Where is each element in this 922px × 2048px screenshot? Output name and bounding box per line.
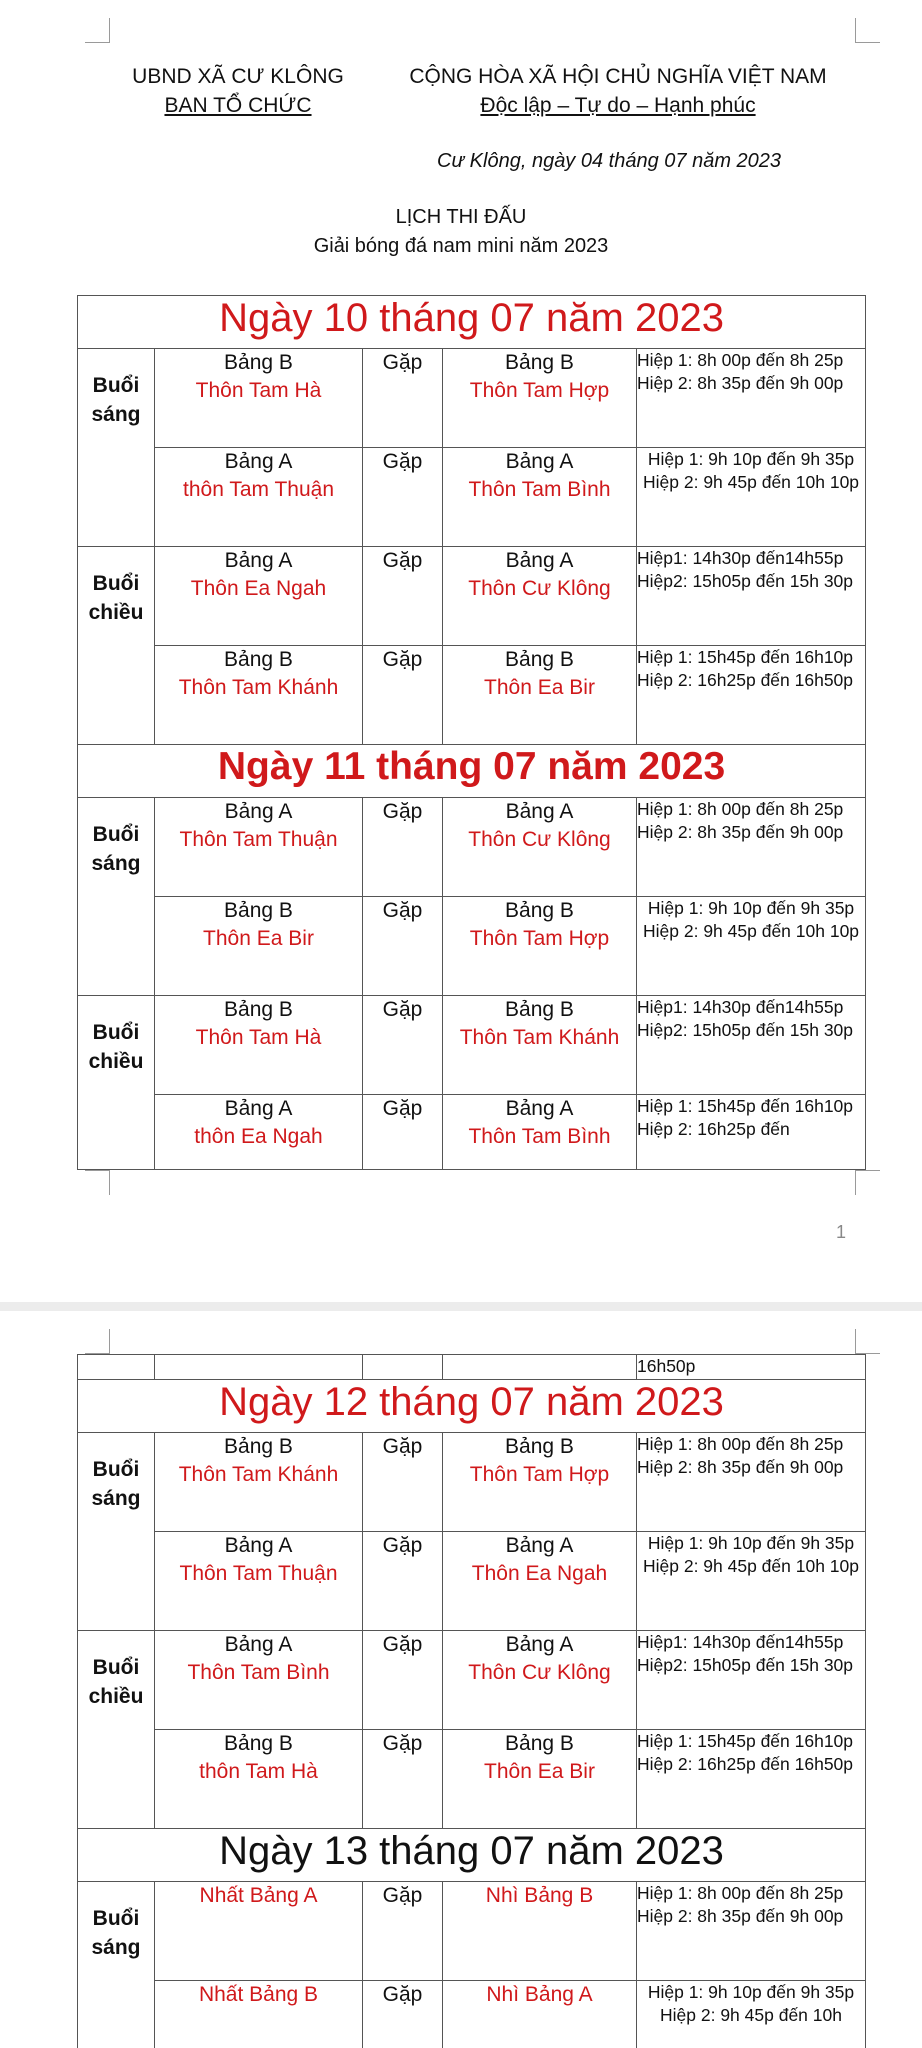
away-team-cell <box>443 1631 637 1730</box>
home-team-name: Thôn Ea Ngah <box>190 577 327 600</box>
match-time-line: Hiệp 1: 9h 10p đến 9h 35p <box>647 898 855 918</box>
crop-mark <box>85 1170 110 1195</box>
away-team-group: Bảng B <box>505 1435 574 1458</box>
match-time-line: Hiệp 2: 16h25p đến <box>637 1119 790 1139</box>
page-number: 1 <box>836 1222 847 1242</box>
away-team-name: Thôn Tam Hợp <box>469 1463 610 1486</box>
away-team-cell <box>443 798 637 897</box>
document-date: Cư Klông, ngày 04 tháng 07 năm 2023 <box>437 150 782 172</box>
match-time-line: Hiệp 2: 8h 35p đến 9h 00p <box>637 373 844 393</box>
match-time-line: Hiệp 1: 9h 10p đến 9h 35p <box>647 1533 855 1553</box>
versus-label: Gặp <box>363 349 443 448</box>
versus-label: Gặp <box>363 1631 443 1730</box>
match-time-line: Hiệp 2: 8h 35p đến 9h 00p <box>637 1457 844 1477</box>
away-team-group: Bảng A <box>505 1633 574 1656</box>
session-label-line: chiều <box>88 1685 144 1708</box>
home-team-name: Thôn Tam Khánh <box>178 1463 339 1486</box>
home-team-name: Thôn Ea Bir <box>203 927 314 950</box>
home-team-cell <box>155 1882 363 1981</box>
away-team-cell <box>443 1433 637 1532</box>
home-team-name: Thôn Tam Khánh <box>178 676 339 699</box>
agency-header <box>120 62 356 120</box>
away-team-cell <box>443 547 637 646</box>
home-team-cell <box>155 1532 363 1631</box>
match-time <box>637 646 866 745</box>
versus-label: Gặp <box>363 996 443 1095</box>
empty-cell <box>363 1355 443 1380</box>
match-time-line: Hiệp 1: 15h45p đến 16h10p <box>637 1096 854 1116</box>
match-row <box>78 1882 866 1981</box>
match-row <box>78 349 866 448</box>
page-separator <box>0 1302 922 1311</box>
away-team-name: Thôn Cư Klông <box>468 1661 611 1684</box>
match-row <box>78 1730 866 1829</box>
home-team-name: Thôn Tam Thuận <box>179 1562 338 1585</box>
home-team-cell <box>155 547 363 646</box>
match-time-line: Hiệp 1: 15h45p đến 16h10p <box>637 1731 854 1751</box>
national-header <box>398 62 838 120</box>
match-time-line: Hiệp 1: 15h45p đến 16h10p <box>637 647 854 667</box>
home-team-name: Thôn Tam Bình <box>187 1661 330 1684</box>
session-label-line: Buổi <box>92 572 140 595</box>
away-team-name: Thôn Cư Klông <box>468 828 611 851</box>
away-team-group: Bảng A <box>505 450 574 473</box>
organizing-committee: BAN TỔ CHỨC <box>164 94 312 117</box>
match-time-line: Hiệp2: 15h05p đến 15h 30p <box>637 1655 854 1675</box>
home-team-name: Nhất Bảng B <box>198 1983 319 2006</box>
match-time-line: Hiệp 2: 9h 45p đến 10h 10p <box>643 921 860 941</box>
home-team-name: thôn Ea Ngah <box>194 1125 323 1148</box>
match-row <box>78 646 866 745</box>
home-team-group: Bảng B <box>224 351 293 374</box>
match-row <box>78 798 866 897</box>
versus-label: Gặp <box>363 646 443 745</box>
away-team-name: Thôn Tam Khánh <box>459 1026 620 1049</box>
home-team-cell <box>155 448 363 547</box>
home-team-group: Bảng A <box>224 450 293 473</box>
match-time-line: Hiệp 1: 9h 10p đến 9h 35p <box>647 449 855 469</box>
versus-label: Gặp <box>363 798 443 897</box>
day-header-row <box>78 1380 866 1433</box>
match-time-line: Hiệp1: 14h30p đến14h55p <box>637 1632 844 1652</box>
home-team-group: Bảng A <box>224 1097 293 1120</box>
crop-mark <box>855 1329 880 1354</box>
home-team-cell <box>155 1730 363 1829</box>
document-title: LỊCH THI ĐẤU <box>395 206 527 228</box>
empty-cell <box>155 1355 363 1380</box>
session-label-line: Buổi <box>92 1458 140 1481</box>
match-time-line: Hiệp 1: 9h 10p đến 9h 35p <box>647 1982 855 2002</box>
home-team-group: Bảng A <box>224 549 293 572</box>
day-title: Ngày 11 tháng 07 năm 2023 <box>78 745 866 798</box>
away-team-name: Thôn Tam Bình <box>468 478 611 501</box>
match-row <box>78 1981 866 2048</box>
empty-cell <box>443 1355 637 1380</box>
versus-label: Gặp <box>363 448 443 547</box>
match-time-line: Hiệp 2: 9h 45p đến 10h 10p <box>643 472 860 492</box>
versus-label: Gặp <box>363 1532 443 1631</box>
versus-label: Gặp <box>363 1730 443 1829</box>
away-team-name: Nhì Bảng B <box>485 1884 594 1907</box>
versus-label: Gặp <box>363 1882 443 1981</box>
away-team-name: Thôn Tam Hợp <box>469 927 610 950</box>
versus-label: Gặp <box>363 547 443 646</box>
match-time <box>637 1532 866 1631</box>
day-title: Ngày 10 tháng 07 năm 2023 <box>78 296 866 349</box>
match-time-line: Hiệp 2: 8h 35p đến 9h 00p <box>637 1906 844 1926</box>
match-time <box>637 1433 866 1532</box>
day-header-row <box>78 296 866 349</box>
match-time <box>637 1095 866 1170</box>
match-time-line: Hiệp 1: 8h 00p đến 8h 25p <box>637 1883 844 1903</box>
match-time <box>637 798 866 897</box>
away-team-name: Thôn Tam Hợp <box>469 379 610 402</box>
home-team-name: thôn Tam Hà <box>199 1760 318 1783</box>
match-time <box>637 897 866 996</box>
document-page-2 <box>0 1311 922 2048</box>
session-label <box>78 996 155 1170</box>
home-team-cell <box>155 1095 363 1170</box>
day-title: Ngày 12 tháng 07 năm 2023 <box>78 1380 866 1433</box>
match-time <box>637 349 866 448</box>
away-team-name: Thôn Cư Klông <box>468 577 611 600</box>
away-team-group: Bảng A <box>505 1097 574 1120</box>
home-team-group: Bảng B <box>224 1435 293 1458</box>
match-row <box>78 897 866 996</box>
home-team-name: Thôn Tam Hà <box>195 379 322 402</box>
match-row <box>78 1095 866 1170</box>
match-row <box>78 996 866 1095</box>
national-motto: Độc lập – Tự do – Hạnh phúc <box>480 94 756 117</box>
session-label-line: Buổi <box>92 1656 140 1679</box>
session-label-line: Buổi <box>92 823 140 846</box>
match-time <box>637 448 866 547</box>
document-subtitle: Giải bóng đá nam mini năm 2023 <box>313 235 609 257</box>
session-label-line: sáng <box>91 1936 141 1959</box>
away-team-name: Thôn Ea Bir <box>484 676 595 699</box>
crop-mark <box>855 18 880 43</box>
match-time <box>637 1882 866 1981</box>
match-time-line: Hiệp1: 14h30p đến14h55p <box>637 548 844 568</box>
away-team-cell <box>443 1532 637 1631</box>
match-time-line: Hiệp 2: 9h 45p đến 10h 10p <box>642 1556 859 1576</box>
away-team-cell <box>443 349 637 448</box>
away-team-name: Nhì Bảng A <box>486 1983 593 2006</box>
home-team-name: Thôn Tam Hà <box>195 1026 322 1049</box>
versus-label: Gặp <box>363 1433 443 1532</box>
home-team-cell <box>155 1981 363 2048</box>
agency-name: UBND XÃ CƯ KLÔNG <box>132 65 344 88</box>
away-team-group: Bảng B <box>505 899 574 922</box>
home-team-cell <box>155 349 363 448</box>
away-team-cell <box>443 1981 637 2048</box>
session-label-line: sáng <box>91 852 141 875</box>
away-team-cell <box>443 1095 637 1170</box>
home-team-name: Thôn Tam Thuận <box>179 828 338 851</box>
match-time <box>637 547 866 646</box>
home-team-cell <box>155 897 363 996</box>
away-team-cell <box>443 646 637 745</box>
session-label <box>78 1631 155 1829</box>
session-label <box>78 798 155 996</box>
session-label <box>78 547 155 745</box>
session-label-line: Buổi <box>92 1021 140 1044</box>
home-team-group: Bảng A <box>224 1534 293 1557</box>
home-team-cell <box>155 1631 363 1730</box>
match-time <box>637 996 866 1095</box>
match-time <box>637 1631 866 1730</box>
home-team-group: Bảng B <box>224 1732 293 1755</box>
schedule-table-continued <box>77 1354 866 2048</box>
away-team-group: Bảng A <box>505 1534 574 1557</box>
away-team-group: Bảng B <box>505 648 574 671</box>
session-label-line: chiều <box>88 601 144 624</box>
versus-label: Gặp <box>363 897 443 996</box>
match-time-line: Hiệp 2: 9h 45p đến 10h <box>660 2005 842 2025</box>
away-team-group: Bảng B <box>505 998 574 1021</box>
match-time-line: Hiệp2: 15h05p đến 15h 30p <box>637 1020 854 1040</box>
match-time-line: Hiệp 1: 8h 00p đến 8h 25p <box>637 350 844 370</box>
match-time <box>637 1730 866 1829</box>
home-team-name: thôn Tam Thuận <box>183 478 334 501</box>
crop-mark <box>855 1170 880 1195</box>
match-row <box>78 448 866 547</box>
away-team-cell <box>443 448 637 547</box>
session-label-line: sáng <box>91 1487 141 1510</box>
match-time-line: Hiệp 2: 16h25p đến 16h50p <box>637 1754 854 1774</box>
match-row <box>78 1532 866 1631</box>
schedule-table <box>77 295 866 1170</box>
day-title: Ngày 13 tháng 07 năm 2023 <box>78 1829 866 1882</box>
away-team-name: Thôn Tam Bình <box>468 1125 611 1148</box>
empty-cell <box>78 1355 155 1380</box>
national-title: CỘNG HÒA XÃ HỘI CHỦ NGHĨA VIỆT NAM <box>409 65 827 88</box>
versus-label: Gặp <box>363 1095 443 1170</box>
home-team-name: Nhất Bảng A <box>199 1884 318 1907</box>
day-header-row <box>78 1829 866 1882</box>
match-time-line: Hiệp 1: 8h 00p đến 8h 25p <box>637 799 844 819</box>
session-label-line: sáng <box>91 403 141 426</box>
away-team-group: Bảng A <box>505 800 574 823</box>
session-label <box>78 349 155 547</box>
day-header-row <box>78 745 866 798</box>
match-row <box>78 1433 866 1532</box>
away-team-cell <box>443 1882 637 1981</box>
continued-row <box>78 1355 866 1380</box>
away-team-cell <box>443 897 637 996</box>
session-label-line: Buổi <box>92 374 140 397</box>
home-team-cell <box>155 1433 363 1532</box>
home-team-group: Bảng B <box>224 648 293 671</box>
crop-mark <box>85 1329 110 1354</box>
away-team-group: Bảng A <box>505 549 574 572</box>
match-time-line: Hiệp 1: 8h 00p đến 8h 25p <box>637 1434 844 1454</box>
home-team-cell <box>155 798 363 897</box>
home-team-cell <box>155 646 363 745</box>
away-team-name: Thôn Ea Ngah <box>471 1562 608 1585</box>
away-team-name: Thôn Ea Bir <box>484 1760 595 1783</box>
match-time-line: Hiệp 2: 16h25p đến 16h50p <box>637 670 854 690</box>
session-label <box>78 1882 155 2048</box>
crop-mark <box>85 18 110 43</box>
session-label-line: chiều <box>88 1050 144 1073</box>
match-row <box>78 547 866 646</box>
match-row <box>78 1631 866 1730</box>
home-team-cell <box>155 996 363 1095</box>
away-team-cell <box>443 1730 637 1829</box>
away-team-group: Bảng B <box>505 351 574 374</box>
home-team-group: Bảng B <box>224 899 293 922</box>
match-time-line: Hiệp1: 14h30p đến14h55p <box>637 997 844 1017</box>
home-team-group: Bảng A <box>224 1633 293 1656</box>
match-time <box>637 1981 866 2048</box>
session-label-line: Buổi <box>92 1907 140 1930</box>
versus-label: Gặp <box>363 1981 443 2048</box>
match-time-continued: 16h50p <box>637 1355 866 1380</box>
away-team-group: Bảng B <box>505 1732 574 1755</box>
home-team-group: Bảng A <box>224 800 293 823</box>
match-time-line: Hiệp 2: 8h 35p đến 9h 00p <box>637 822 844 842</box>
home-team-group: Bảng B <box>224 998 293 1021</box>
session-label <box>78 1433 155 1631</box>
away-team-cell <box>443 996 637 1095</box>
match-time-line: Hiệp2: 15h05p đến 15h 30p <box>637 571 854 591</box>
